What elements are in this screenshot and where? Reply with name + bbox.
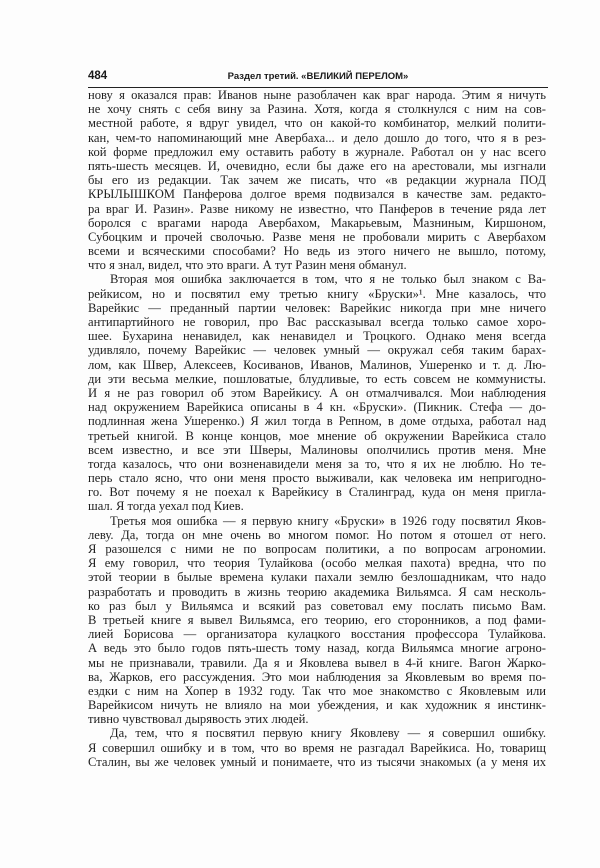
text-line: лом, как Швер, Алексеев, Косиванов, Иванов, Малинов, Ушеренко и т. д. Лю-	[88, 357, 546, 372]
text-line: леву. Да, тогда он мне очень во многом помог. Но потом я отошел от него.	[88, 527, 546, 542]
running-title: Раздел третий. «ВЕЛИКИЙ ПЕРЕЛОМ»	[227, 71, 409, 82]
text-line: подлинная жена Ушеренко.) Я жил тогда в Репном, в доме отдыха, работал над	[88, 414, 546, 429]
text-line: Варейкис — преданный партии человек: Варейкис никогда при мне ничего	[88, 300, 546, 315]
text-line: В третьей книге я вывел Вильямса, его теорию, его сторонников, а под фами-	[88, 612, 546, 627]
text-line: ра враг И. Разин». Разве никому не известно, что Панферов в течение ряда лет	[88, 201, 546, 216]
text-line: тивно чувствовал дырявость этих людей.	[88, 712, 309, 727]
text-line: лией Борисова — организатора кулацкого восстания профессора Тулайкова.	[88, 627, 546, 642]
text-line: Я совершил ошибку и в том, что во время не разгадал Варейкиса. Но, товарищ	[88, 740, 546, 755]
text-line: рейкисом, но и посвятил ему третью книгу «Бруски»¹. Мне казалось, что	[88, 286, 546, 301]
text-line: ко раз был у Вильямса и всякий раз советовал ему послать письмо Вам.	[88, 598, 546, 613]
text-line: шее. Бухарина ненавидел, как ненавидел и Троцкого. Однако меня всегда	[88, 329, 546, 344]
text-line: Да, тем, что я посвятил первую книгу Яковлеву — я совершил ошибку.	[110, 726, 546, 741]
page-header	[88, 70, 548, 86]
text-line: этой теории в былые времена кулаки пахали землю безлошадникам, что надо	[88, 570, 546, 585]
text-line: всеми и всяческими способами? Но ведь из этого ничего не вышло, потому,	[88, 244, 546, 259]
paragraph	[88, 726, 546, 769]
paragraph	[88, 272, 546, 513]
text-line: пять-шесть месяцев. И, очевидно, если бы даже его на арестовали, мы изгнали	[88, 158, 546, 173]
text-line: ди эти весьма мелкие, пошловатые, блудливые, то есть совсем не коммунисты.	[88, 371, 546, 386]
text-line: всем известно, и все эти Шверы, Малиновы ополчились против меня. Мне	[88, 442, 546, 457]
text-line: Вторая моя ошибка заключается в том, что я не только был знаком с Ва-	[110, 272, 546, 287]
text-line: тогда казалось, что они возненавидели меня за то, что я их не люблю. Но те-	[88, 456, 546, 471]
text-line: КРЫЛЫШКОМ Панферова долгое время подвизался в качестве зам. редакто-	[88, 187, 546, 202]
text-line: разработать и проводить в жизнь теорию академика Вильямса. Я сам несколь-	[88, 584, 546, 599]
page-number: 484	[88, 70, 108, 82]
paragraph	[88, 514, 546, 727]
text-line: антипартийного не говорил, про Вас рассказывал всегда только самое хоро-	[88, 315, 546, 329]
text-line: нову я оказался прав: Иванов ныне разоблачен как враг народа. Этим я ничуть	[88, 88, 546, 102]
text-line: Третья моя ошибка — я первую книгу «Бруски» в 1926 году посвятил Яков-	[110, 513, 546, 528]
text-line: Я разошелся с ними не по вопросам политики, а по вопросам агрономии.	[88, 542, 546, 556]
text-line: Сталин, вы же человек умный и понимаете, что из тысячи знакомых (а у меня их	[88, 754, 546, 769]
text-line: го. Вот почему я не поехал к Варейкису в Сталинград, куда он меня пригла-	[88, 485, 546, 500]
text-line: удивляло, почему Варейкис — человек умный — окружал себя таким барах-	[88, 343, 546, 358]
body-text	[88, 88, 546, 769]
text-line: что я знал, видел, что это враги. А тут Разин меня обманул.	[88, 258, 407, 273]
text-line: перь стало ясно, что они меня просто выживали, как человека им непригодно-	[88, 471, 546, 486]
text-line: Субоцким и прочей сволочью. Разве меня не пробовали мирить с Авербахом	[88, 229, 546, 244]
text-line: И я не раз говорил об этом Варейкису. А он отмалчивался. Мои наблюдения	[88, 385, 546, 400]
text-line: ва, Жарков, его рассуждения. Это мои наблюдения за Яковлевым во время по-	[88, 669, 546, 684]
text-line: Варейкисом ничуть не влияло на мои убеждения, и как художник я инстинк-	[88, 698, 546, 713]
text-line: третьей книгой. В конце концов, мое мнение об окружении Варейкиса стало	[88, 428, 546, 443]
text-line: кой форме предложил ему оставить работу в журнале. Работал он у нас всего	[88, 144, 546, 159]
text-line: бы его из редакции. Так зачем же писать, что «в редакции журнала ПОД	[88, 173, 546, 188]
text-line: не хочу снять с себя вину за Разина. Хотя, когда я столкнулся с ним на сов-	[88, 102, 546, 117]
text-line: боролся с врагами народа Авербахом, Макарьевым, Мазниным, Киршоном,	[88, 215, 546, 230]
paragraph	[88, 88, 546, 272]
text-line: местной работе, я вдруг увидел, что он какой-то комбинатор, мелкий полити-	[88, 116, 546, 131]
text-line: А ведь это было годов пять-шесть тому назад, когда Вильямса многие агроно-	[88, 641, 546, 656]
text-line: Я ему говорил, что теория Тулайкова (особо мелкая пахота) вредна, что по	[88, 556, 546, 571]
text-line: шал. Я тогда уехал под Киев.	[88, 499, 244, 514]
text-line: ездки с ним на Хопер в 1932 году. Так что мое знакомство с Яковлевым или	[88, 683, 546, 698]
text-line: кан, чем-то напоминающий мне Авербаха... и дело дошло до того, что я в рез-	[88, 130, 546, 145]
text-line: над окружением Варейкиса описаны в 4 кн. «Бруски». (Пикник. Стефа — до-	[88, 400, 546, 415]
text-line: мы не признавали, травили. Да я и Яковлева вывел в 4-й книге. Вагон Жарко-	[88, 655, 546, 670]
